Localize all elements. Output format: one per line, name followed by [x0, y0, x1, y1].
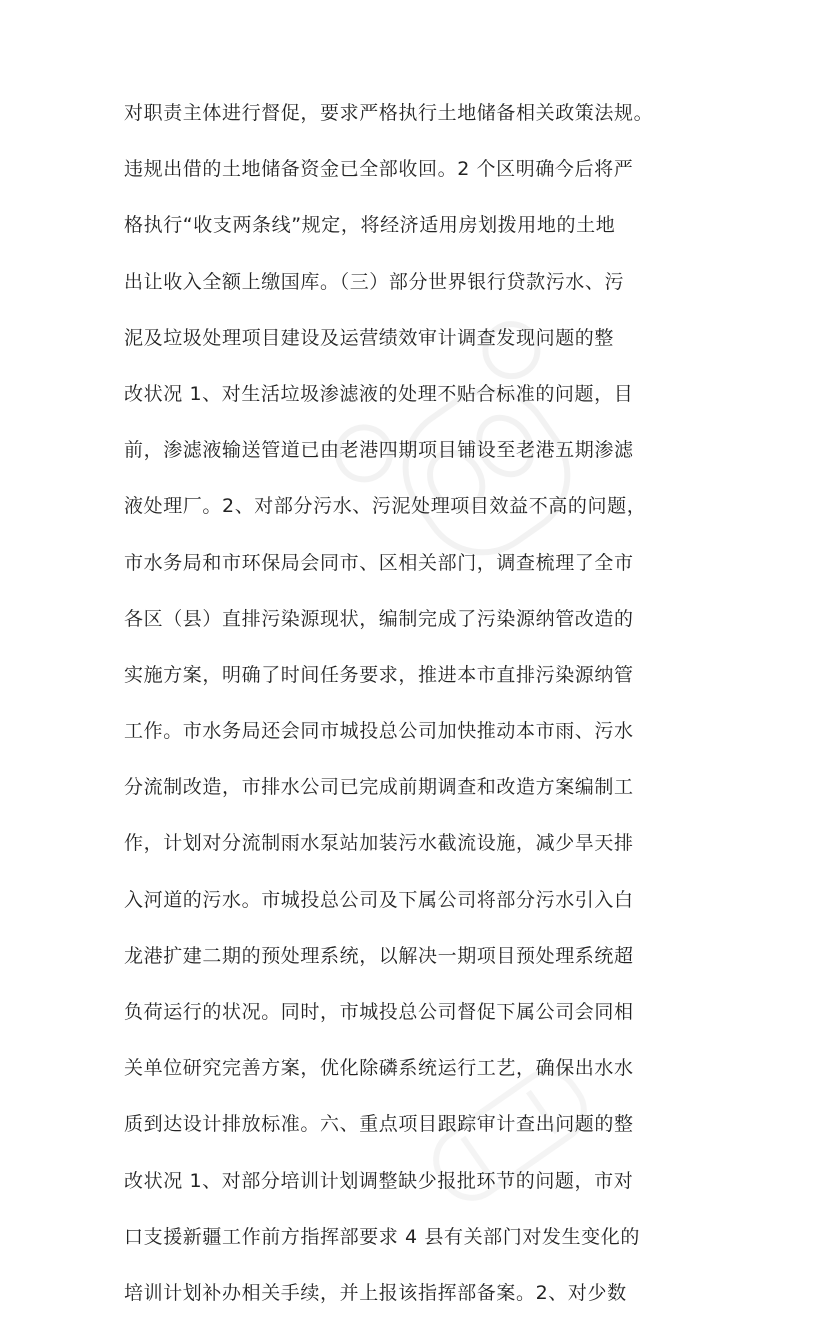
text-line: 质到达设计排放标准。六、重点项目跟踪审计查出问题的整	[124, 1113, 634, 1136]
text-line: 出让收入全额上缴国库。（三）部分世界银行贷款污水、污	[124, 270, 625, 293]
text-line: 市水务局和市环保局会同市、区相关部门，调查梳理了全市	[124, 551, 634, 574]
text-line: 对职责主体进行督促，要求严格执行土地储备相关政策法规。	[124, 102, 654, 124]
text-line: 工作。市水务局还会同市城投总公司加快推动本市雨、污水	[124, 720, 634, 743]
text-line: 龙港扩建二期的预处理系统，以解决一期项目预处理系统超	[124, 944, 634, 967]
text-line: 格执行“收支两条线”规定，将经济适用房划拨用地的土地	[124, 214, 616, 237]
text-line: 泥及垃圾处理项目建设及运营绩效审计调查发现问题的整	[124, 326, 615, 349]
text-line: 作，计划对分流制雨水泵站加装污水截流设施，减少旱天排	[124, 832, 634, 855]
text-line: 液处理厂。2、对部分污水、污泥处理项目效益不高的问题，	[124, 495, 647, 518]
text-line: 分流制改造，市排水公司已完成前期调查和改造方案编制工	[124, 776, 634, 799]
text-line: 各区（县）直排污染源现状，编制完成了污染源纳管改造的	[124, 607, 634, 630]
text-line: 改状况 1、对生活垃圾渗滤液的处理不贴合标准的问题，目	[124, 382, 634, 405]
text-line: 关单位研究完善方案，优化除磷系统运行工艺，确保出水水	[124, 1057, 634, 1080]
text-line: 培训计划补办相关手续，并上报该指挥部备案。2、对少数	[124, 1281, 627, 1304]
text-line: 负荷运行的状况。同时，市城投总公司督促下属公司会同相	[124, 1001, 634, 1023]
text-line: 实施方案，明确了时间任务要求，推进本市直排污染源纳管	[124, 663, 634, 686]
body-text	[124, 103, 724, 1339]
text-line: 口支援新疆工作前方指挥部要求 4 县有关部门对发生变化的	[124, 1225, 640, 1248]
text-line: 违规出借的土地储备资金已全部收回。2 个区明确今后将严	[124, 158, 634, 181]
text-line: 入河道的污水。市城投总公司及下属公司将部分污水引入白	[124, 888, 634, 911]
text-line: 改状况 1、对部分培训计划调整缺少报批环节的问题，市对	[124, 1169, 634, 1192]
text-line: 前，渗滤液输送管道已由老港四期项目铺设至老港五期渗滤	[124, 439, 634, 462]
